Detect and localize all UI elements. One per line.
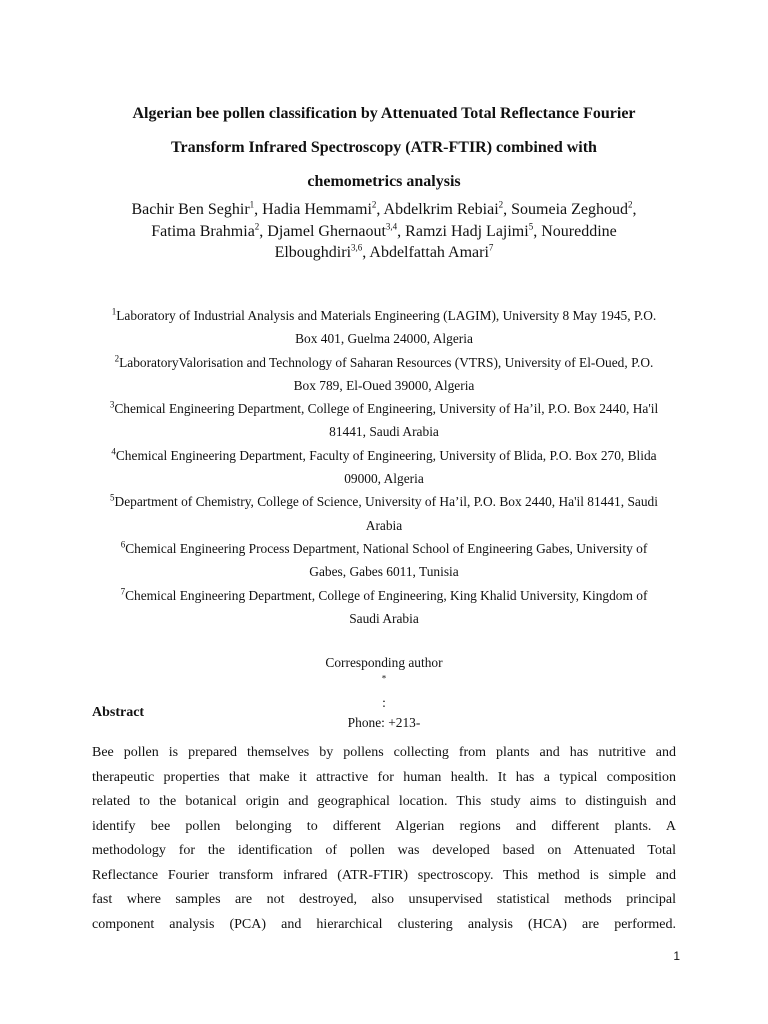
affiliation-mark: 2 [114,353,120,364]
title-line: Transform Infrared Spectroscopy (ATR-FTIR) combined with [171,139,597,156]
affiliation-text: Chemical Engineering Department, College of Engineering, King Khalid University, Kingdom of [125,587,648,603]
author-separator: , [503,201,512,218]
abstract-line: related to the botanical origin and geographical location. This study aims to distinguish and [92,794,676,809]
affiliation-3-cont: 81441, Saudi Arabia [329,424,439,440]
title-line: chemometrics analysis [307,173,461,190]
author-affiliation-mark: 5 [528,221,534,232]
corresponding-author-label: Corresponding author [325,655,443,670]
author-name: Abdelfattah Amari [369,244,489,261]
author-separator: , [362,244,370,261]
abstract-line: methodology for the identification of pollen was developed based on Attenuated Total [92,843,676,858]
author-name: Ramzi Hadj Lajimi [405,222,529,240]
author-name: Fatima Brahmia [151,222,255,240]
author-name: Soumeia Zeghoud [511,201,629,218]
affiliation-1-cont: Box 401, Guelma 24000, Algeria [295,331,473,347]
affiliation-text: Chemical Engineering Department, College of Engineering, University of Ha’il, P.O. Box 2440, Ha'il [114,401,659,417]
affiliation-mark: 5 [110,492,115,503]
author-affiliation-mark: 2 [254,221,260,232]
affiliation-4 [88,444,680,467]
paper-title [80,97,688,199]
author-line [80,221,688,243]
abstract-line: component analysis (PCA) and hierarchical clustering analysis (HCA) are performed. [92,916,676,932]
affiliation-4-cont: 09000, Algeria [344,471,424,487]
author-affiliation-mark: 7 [488,242,494,253]
affiliation-3 [88,397,680,420]
author-name: Bachir Ben Seghir [131,201,250,218]
author-separator: , [397,222,406,240]
author-line [80,199,688,221]
author-line [80,242,688,264]
abstract-line: Bee pollen is prepared themselves by pollens collecting from plants and has nutritive and [92,745,676,760]
author-affiliation-mark: 3,6 [351,242,363,253]
abstract-heading: Abstract [92,705,145,720]
corresponding-author-line [80,653,688,713]
author-affiliation-mark: 3,4 [385,221,398,232]
author-separator: , [376,201,384,218]
author-affiliation-mark: 2 [628,199,633,210]
phone-line: Phone: +213- [347,715,421,730]
affiliation-2 [88,351,680,374]
affiliation-list [88,304,680,630]
author-separator: , [259,222,268,240]
abstract-line: fast where samples are not destroyed, also unsupervised statistical methods principal [92,892,676,907]
abstract-body [92,741,676,937]
author-separator: , [533,222,542,240]
abstract-line: identify bee pollen belonging to different Algerian regions and different plants. A [92,818,676,834]
author-name: Abdelkrim Rebiai [383,201,499,218]
affiliation-6-cont: Gabes, Gabes 6011, Tunisia [309,564,459,580]
correspondence-block [80,653,688,733]
affiliation-text: LaboratoryValorisation and Technology of Saharan Resources (VTRS), University of El-Oued, P.O. [119,354,654,370]
affiliation-mark: 1 [111,306,117,317]
affiliation-6 [88,537,680,560]
affiliation-mark: 6 [120,539,126,550]
author-affiliation-mark: 1 [249,199,255,210]
affiliation-text: Chemical Engineering Department, Faculty of Engineering, University of Blida, P.O. Box 270, Blida [115,447,657,463]
affiliation-5 [88,490,680,513]
corresponding-author-mark: * [381,673,387,684]
abstract-line: Reflectance Fourier transform infrared (ATR-FTIR) spectroscopy. This method is simple and [92,867,676,883]
author-name: Elboughdiri [274,244,352,261]
affiliation-1 [88,304,680,327]
author-separator: , [632,201,637,218]
affiliation-2-cont: Box 789, El-Oued 39000, Algeria [293,377,475,393]
affiliation-text: Laboratory of Industrial Analysis and Materials Engineering (LAGIM), University 8 May 1945, P.O. [116,308,657,323]
author-affiliation-mark: 2 [498,199,504,210]
affiliation-mark: 7 [120,586,126,597]
abstract-line: therapeutic properties that make it attractive for human health. It has a typical composition [92,769,676,785]
affiliation-mark: 4 [111,446,116,457]
affiliation-7 [88,584,680,607]
page-number: 1 [673,949,680,963]
author-name: Noureddine [541,222,617,240]
corresponding-author-colon: : [382,695,386,710]
affiliation-mark: 3 [109,399,115,410]
affiliation-text: Chemical Engineering Process Department, National School of Engineering Gabes, University of [125,540,648,556]
author-list [80,199,688,264]
title-line: Algerian bee pollen classification by Attenuated Total Reflectance Fourier [132,105,636,122]
author-separator: , [254,201,263,218]
author-name: Hadia Hemmami [262,201,372,218]
affiliation-5-cont: Arabia [365,517,403,533]
author-name: Djamel Ghernaout [267,222,386,240]
author-affiliation-mark: 2 [371,199,377,210]
affiliation-text: Department of Chemistry, College of Science, University of Ha’il, P.O. Box 2440, Ha'il 81441, Saudi [114,494,658,510]
affiliation-7-cont: Saudi Arabia [349,610,419,626]
